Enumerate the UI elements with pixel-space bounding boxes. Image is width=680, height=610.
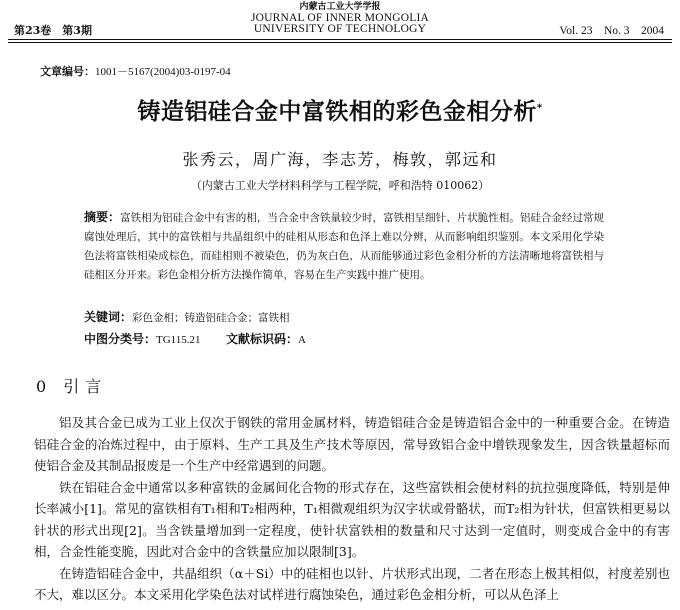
paragraph: 铁在铝硅合金中通常以多种富铁的金属间化合物的形式存在，这些富铁相会使材料的抗拉强度降低，特别是伸长率减小[1]。常见的富铁相有T₁相和T₂相两种，T₁相微观组织为汉字状或骨骼状，而T₂相为针状，但富铁相更易以针状的形式出现[2]。当含铁量增加到一定程度，使针状富铁相的数量和尺寸达到一定值时，则变成合金中的有害相，合金性能变脆，因此对合金中的含铁量应加以限制[3]。 bbox=[34, 479, 670, 559]
journal-name-en-line2: UNIVERSITY OF TECHNOLOGY bbox=[253, 23, 427, 35]
volume-issue-en: Vol. 23 No. 3 2004 bbox=[559, 25, 664, 37]
abstract-label: 摘要： bbox=[84, 210, 121, 224]
header-rule-thick bbox=[8, 39, 672, 40]
journal-name-cn: 内蒙古工业大学学报 bbox=[299, 2, 381, 12]
running-header bbox=[0, 0, 680, 40]
journal-name-en-line1: JOURNAL OF INNER MONGOLIA bbox=[250, 12, 430, 24]
abstract bbox=[84, 208, 604, 285]
paragraph: 铝及其合金已成为工业上仅次于钢铁的常用金属材料，铸造铝硅合金是铸造铝合金中的一种重要合金。在铸造铝硅合金的冶炼过程中，由于原料、生产工具及生产技术等原因，常导致铝合金中增铁现象发生，因含铁量超标而使铝合金及其制品报废是一个生产中经常遇到的问题。 bbox=[34, 415, 670, 473]
clc-value: TG115.21 bbox=[156, 334, 201, 346]
doc-code-value: A bbox=[298, 334, 306, 346]
affiliation: （内蒙古工业大学材料科学与工程学院，呼和浩特 010062） bbox=[190, 179, 490, 192]
classification-row bbox=[84, 330, 328, 347]
article-number-label: 文章编号： bbox=[40, 65, 95, 78]
keywords-label: 关键词： bbox=[84, 310, 133, 324]
section-number: 0 bbox=[36, 377, 53, 396]
title-footnote-mark: * bbox=[536, 102, 543, 114]
clc-label: 中图分类号： bbox=[84, 332, 157, 346]
keywords bbox=[84, 308, 290, 325]
article-number-value: 1001－5167(2004)03-0197-04 bbox=[95, 66, 231, 78]
body-text bbox=[34, 412, 670, 606]
article-number bbox=[40, 63, 231, 79]
paper-title-text: 铸造铝硅合金中富铁相的彩色金相分析 bbox=[137, 99, 537, 125]
abstract-text: 富铁相为铝硅合金中有害的相，当合金中含铁量较少时，富铁相呈细针、片状脆性相。铝硅合金经过常规腐蚀处理后，其中的富铁相与共晶组织中的硅相从形态和色泽上难以分辨，从而影响组织鉴别。本文采用化学染色法将富铁相染成棕色，而硅相则不被染色，仍为灰白色，从而能够通过彩色金相分析的方法清晰地将富铁相与硅相区分开来。彩色金相分析方法操作简单，容易在生产实践中推广使用。 bbox=[84, 212, 604, 281]
volume-issue-cn: 第23卷 第3期 bbox=[14, 24, 92, 37]
header-rule-thin bbox=[8, 42, 672, 43]
paper-title bbox=[0, 93, 680, 126]
keywords-text: 彩色金相；铸造铝硅合金；富铁相 bbox=[132, 312, 290, 324]
author-list: 张秀云，周广海，李志芳，梅敦，郭远和 bbox=[182, 150, 498, 169]
doc-code-label: 文献标识码： bbox=[226, 332, 299, 346]
section-title: 引言 bbox=[63, 377, 108, 396]
section-heading bbox=[36, 374, 107, 397]
paragraph: 在铸造铝硅合金中，共晶组织（α＋Si）中的硅相也以针、片状形式出现，二者在形态上极其相似，衬度差别也不大，难以区分。本文采用化学染色法对试样进行腐蚀染色，通过彩色金相分析，可以从色泽上 bbox=[34, 565, 670, 602]
